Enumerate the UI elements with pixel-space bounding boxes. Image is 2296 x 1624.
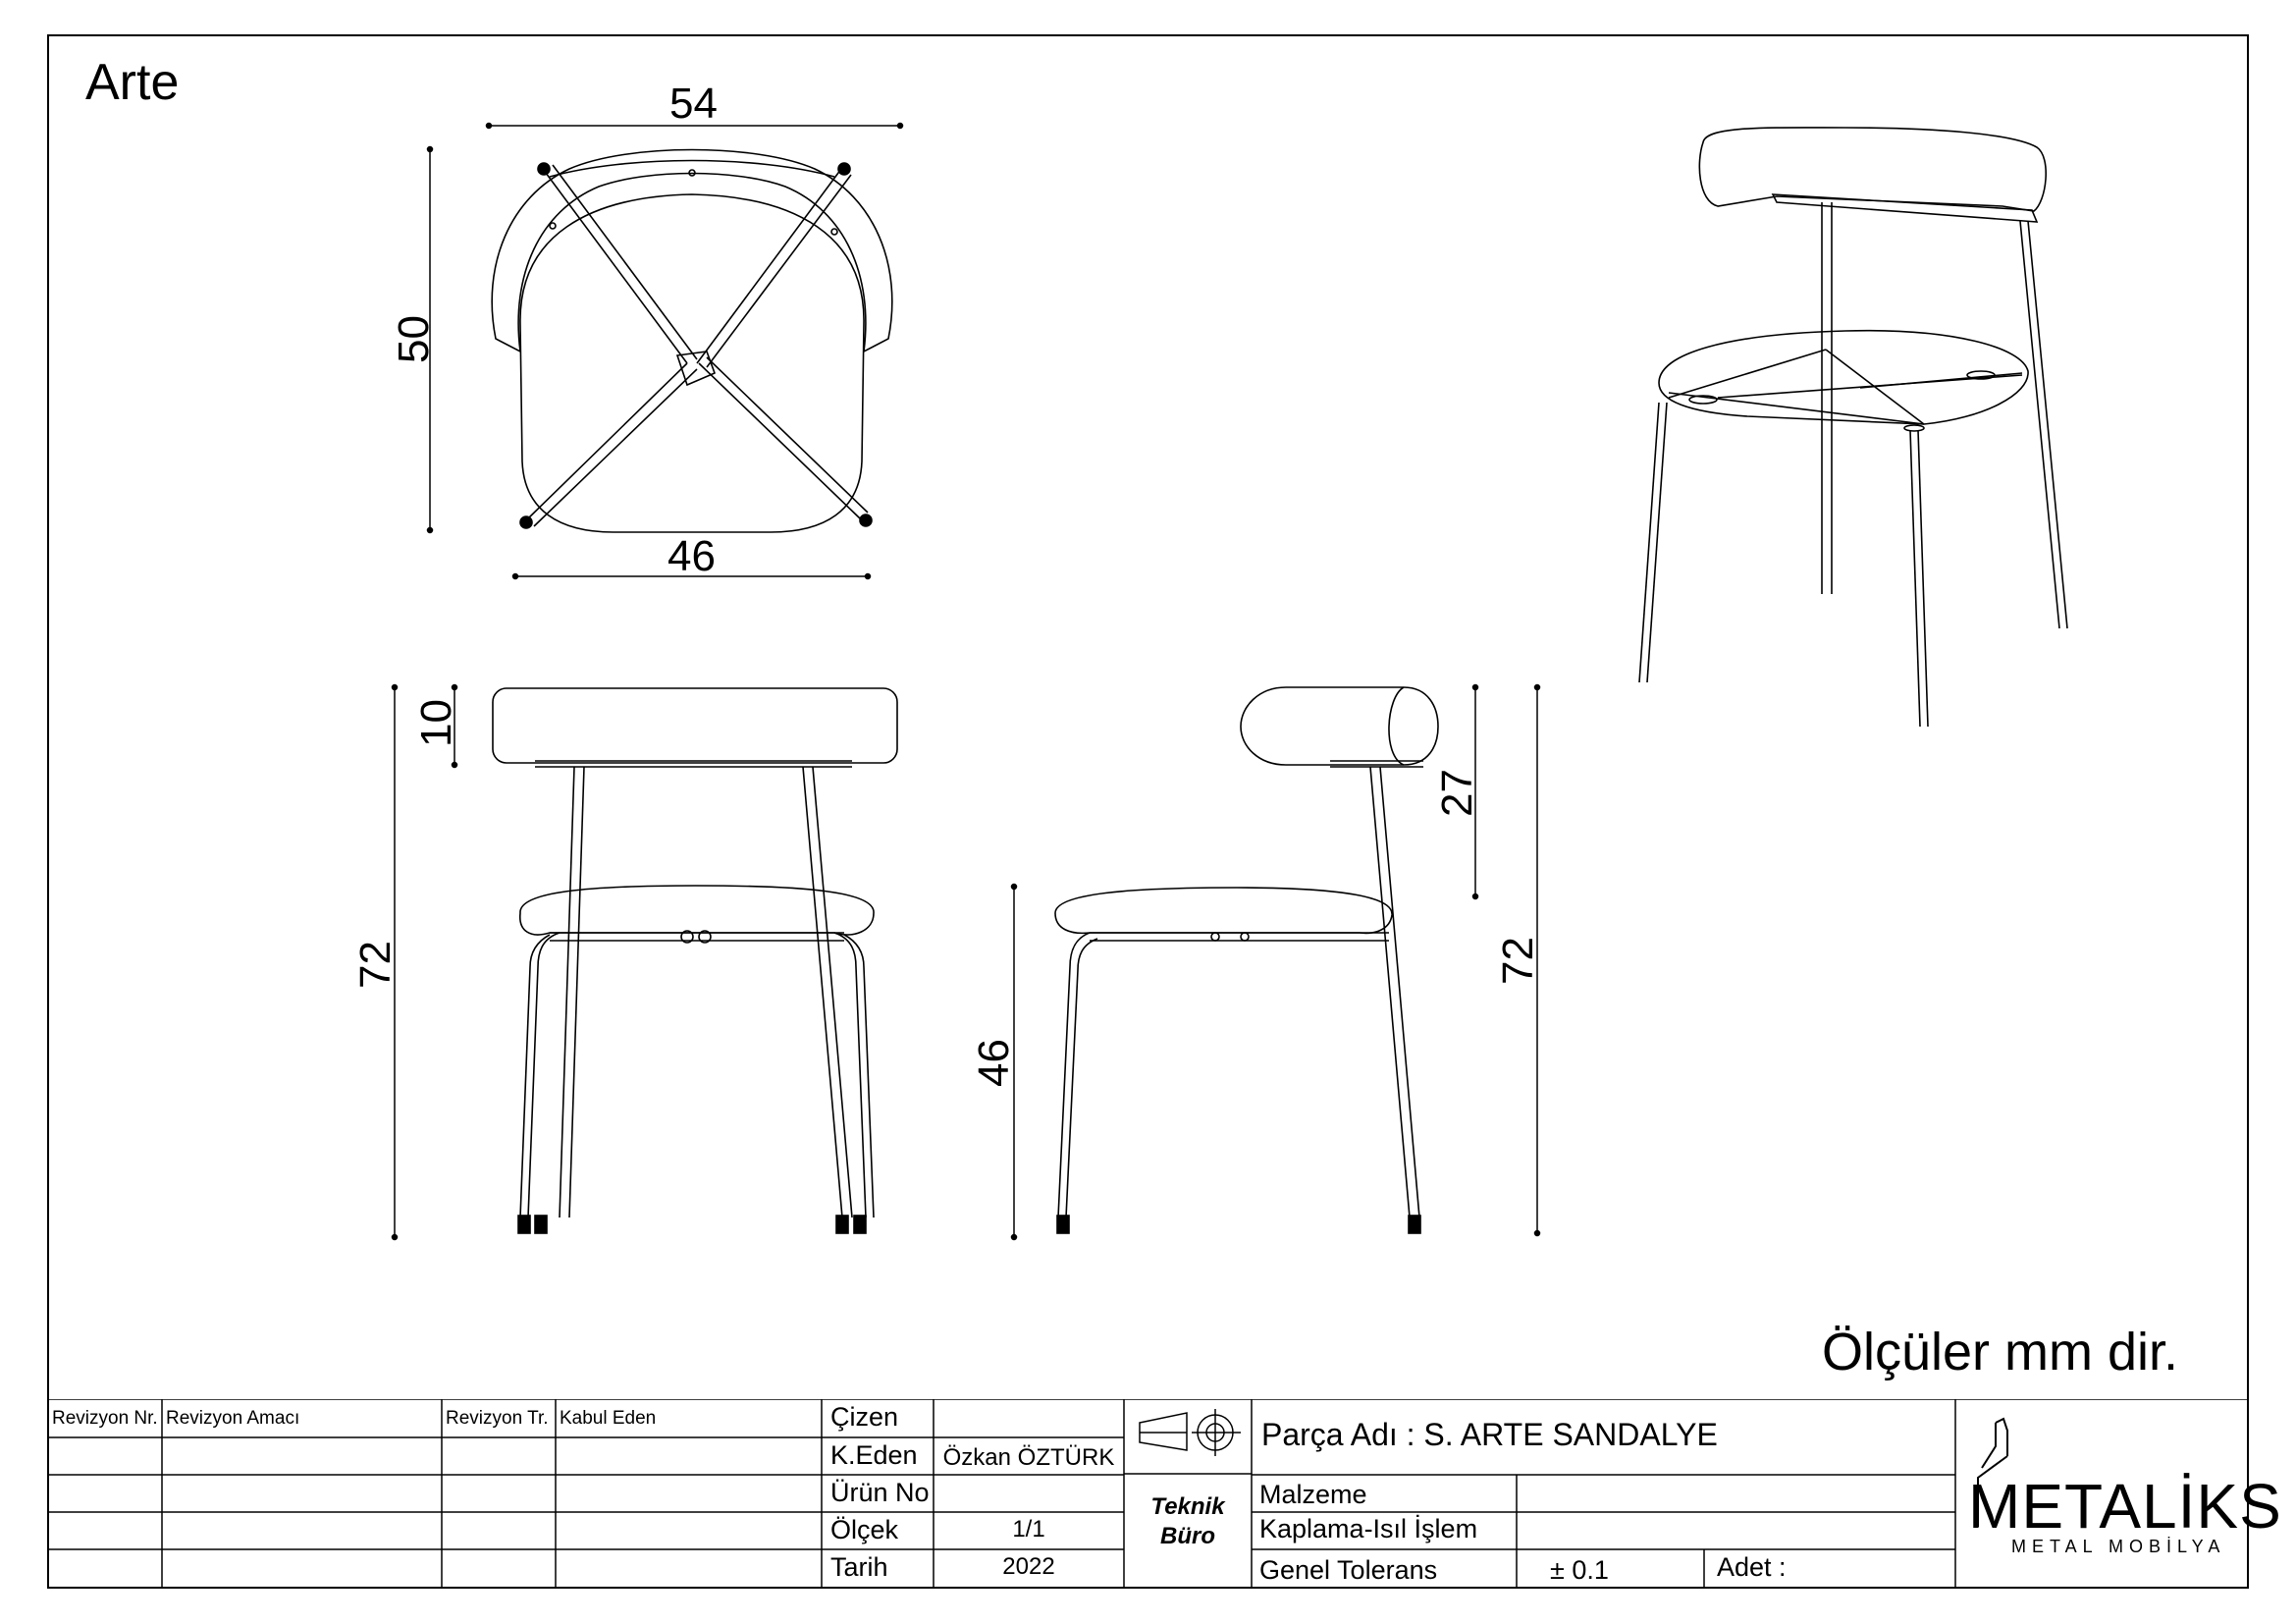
dimension-back-height: 27 (1433, 769, 1481, 817)
product-no-label: Ürün No (830, 1478, 930, 1507)
dimension-top-depth: 50 (390, 315, 438, 363)
dept-line-2: Büro (1160, 1523, 1215, 1549)
tolerance-label: Genel Tolerans (1259, 1555, 1438, 1585)
date-label: Tarih (830, 1552, 888, 1582)
scale-label: Ölçek (830, 1515, 899, 1544)
scale-value: 1/1 (1012, 1516, 1045, 1543)
drawing-title: Arte (85, 54, 180, 111)
revision-header-accepted: Kabul Eden (560, 1408, 657, 1429)
revision-header-purpose: Revizyon Amacı (166, 1408, 300, 1429)
dimension-top-width-lower: 46 (667, 532, 716, 580)
dimension-side-height: 72 (1494, 937, 1542, 985)
front-view-dimension-lines (393, 685, 460, 1240)
dimension-back-thickness: 10 (412, 699, 460, 747)
tolerance-value: ± 0.1 (1550, 1555, 1609, 1585)
dept-line-1: Teknik (1150, 1493, 1225, 1520)
material-label: Malzeme (1259, 1480, 1367, 1509)
title-block-grid (48, 1399, 2248, 1588)
logo-tagline: METAL MOBİLYA (2011, 1537, 2226, 1556)
date-value: 2022 (1002, 1553, 1055, 1580)
coating-label: Kaplama-Isıl İşlem (1259, 1514, 1478, 1543)
revision-header-no: Revizyon Nr. (52, 1408, 158, 1429)
dimension-top-width-upper: 54 (669, 80, 718, 128)
isometric-view (1639, 128, 2067, 727)
units-note: Ölçüler mm dir. (1822, 1323, 2179, 1381)
top-view (492, 150, 892, 533)
quantity-label: Adet : (1717, 1552, 1787, 1582)
logo-brand: METALİKS (1968, 1471, 2282, 1542)
front-view (493, 688, 897, 1233)
part-name: Parça Adı : S. ARTE SANDALYE (1261, 1417, 1718, 1452)
checked-by-value: Özkan ÖZTÜRK (942, 1444, 1115, 1471)
title-block (48, 1399, 2282, 1588)
dimension-seat-height: 46 (970, 1039, 1018, 1087)
side-view (1055, 687, 1438, 1233)
top-view-dimension-lines (428, 124, 903, 579)
drawn-by-label: Çizen (830, 1402, 899, 1432)
checked-by-label: K.Eden (830, 1440, 918, 1470)
revision-header-date: Revizyon Tr. (446, 1408, 549, 1429)
dimension-front-height: 72 (351, 941, 400, 989)
